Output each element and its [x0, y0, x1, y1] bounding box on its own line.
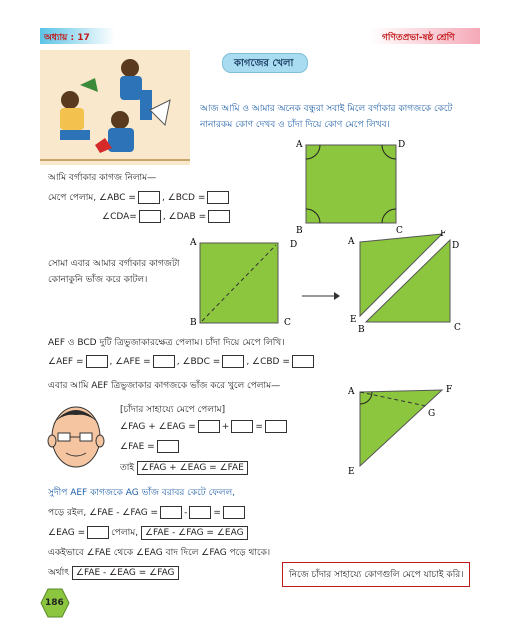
square2-label-c: C	[284, 318, 291, 328]
result-box-1: ∠FAG + ∠EAG = ∠FAE	[137, 461, 248, 475]
square-figure-2	[180, 235, 310, 335]
page-number: 186	[45, 598, 64, 608]
section4-line-1: এবার আমি AEF ত্রিভুজাকার কাগজকে ভাঁজ করে খুলে পেলাম—	[48, 381, 281, 391]
fag-eag-label: ∠FAG + ∠EAG =	[120, 422, 196, 432]
square1-label-a: A	[296, 140, 303, 150]
verify-note: নিজে চাঁদার সাহায্যে কোণগুলি মেপে যাচাই করি।	[282, 562, 470, 587]
tri-label-g: G	[428, 409, 436, 419]
angle-fae-box-2[interactable]	[160, 506, 182, 519]
equals-sign: =	[255, 422, 263, 432]
square-figure-1	[290, 135, 420, 235]
angle-aef-label: ∠AEF =	[48, 357, 84, 367]
angle-afe-box[interactable]	[153, 355, 175, 368]
angle-dab-label: , ∠DAB =	[162, 212, 207, 222]
cut-label-a: A	[348, 237, 355, 247]
cut-label-c: C	[454, 323, 461, 333]
angle-cbd-label: , ∠CBD =	[246, 357, 290, 367]
minus-sign: -	[184, 508, 188, 518]
square1-label-b: B	[296, 226, 303, 235]
angle-fag-box-2[interactable]	[189, 506, 211, 519]
angle-dab-box[interactable]	[208, 210, 230, 223]
chapter-label: অধ্যায় : 17	[44, 33, 90, 43]
square1-label-d: D	[398, 140, 406, 150]
angle-eag-box[interactable]	[231, 420, 253, 433]
fae-label: ∠FAE =	[120, 442, 155, 452]
angle-afe-label: , ∠AFE =	[109, 357, 151, 367]
intro-line-1: আজ আমি ও আমার অনেক বন্ধুরা সবাই মিলে বর্গাকার কাগজকে কেটে	[200, 104, 453, 114]
section5-line-1: সুদীপ AEF কাগজকে AG ভাঁজ বরাবর কেটে ফেলল,	[48, 488, 236, 498]
tri-label-f: F	[446, 385, 453, 395]
section1-line-3	[102, 210, 232, 223]
arrow-icon	[300, 290, 340, 302]
section4-line-5	[120, 460, 248, 475]
section1-line-2	[48, 190, 231, 205]
tri-label-a: A	[348, 387, 355, 397]
angle-abc-box[interactable]	[138, 191, 160, 204]
result-box-2: ∠FAE - ∠FAG = ∠EAG	[141, 526, 248, 540]
intro-line-2: নানারকম কোণ দেখব ও চাঁদা দিয়ে কোণ মেপে লিখব।	[200, 120, 390, 130]
angle-bdc-label: , ∠BDC =	[176, 357, 221, 367]
cut-label-e: E	[350, 315, 357, 325]
cut-square-figure	[340, 230, 470, 338]
angle-bcd-label: , ∠BCD =	[161, 193, 206, 203]
book-title: গণিতপ্রভা-ষষ্ঠ শ্রেণি	[382, 33, 455, 43]
angle-bdc-box[interactable]	[222, 355, 244, 368]
therefore-label: তাই	[120, 463, 135, 473]
section3-line-1: AEF ও BCD দুটি ত্রিভুজাকারক্ষেত্র পেলাম। চাঁদা দিয়ে মেপে লিখি।	[48, 338, 285, 348]
plus-sign: +	[221, 422, 230, 432]
angle-abc-label: মেপে পেলাম, ∠ABC =	[48, 193, 136, 203]
section5-line-3	[48, 525, 248, 540]
angle-cda-label: ∠CDA=	[102, 212, 137, 222]
tri-label-e: E	[348, 467, 355, 477]
section5-line-5	[48, 565, 179, 580]
section5-line-4: একইভাবে ∠FAE থেকে ∠EAG বাদ দিলে ∠FAG পড়ে থাকে।	[48, 548, 271, 558]
cartoon-face	[40, 395, 112, 475]
angle-cda-box[interactable]	[139, 210, 161, 223]
angle-fae-box[interactable]	[157, 440, 179, 453]
cut-label-d: D	[452, 241, 460, 251]
triangle-figure	[340, 380, 470, 480]
square2-label-a: A	[190, 238, 197, 248]
fae-minus-fag-label: পড়ে রইল, ∠FAE - ∠FAG =	[48, 508, 159, 518]
difference-box[interactable]	[223, 506, 245, 519]
section2-line-2: কোনাকুনি ভাঁজ করে কাটল।	[48, 275, 148, 285]
section2-line-1: সোমা এবার আমার বর্গাকার কাগজটা	[48, 259, 180, 269]
square1-label-c: C	[396, 226, 403, 235]
got-label: পেলাম,	[111, 528, 139, 538]
angle-eag-box-2[interactable]	[87, 526, 109, 539]
angle-aef-box[interactable]	[86, 355, 108, 368]
angle-bcd-box[interactable]	[207, 191, 229, 204]
section4-line-4	[120, 440, 181, 453]
section5-line-2	[48, 505, 247, 520]
result-box-3: ∠FAE - ∠EAG = ∠FAG	[72, 566, 179, 580]
eag-label: ∠EAG =	[48, 528, 86, 538]
cut-label-f: F	[440, 230, 447, 239]
kids-illustration	[40, 50, 190, 165]
square2-label-d: D	[290, 240, 298, 250]
sum-box[interactable]	[265, 420, 287, 433]
cut-label-b: B	[358, 325, 365, 335]
equals-sign-2: =	[213, 508, 221, 518]
angle-fag-box[interactable]	[198, 420, 220, 433]
section3-measures	[48, 355, 316, 368]
angle-cbd-box[interactable]	[292, 355, 314, 368]
section4-line-2: [চাঁদার সাহায্যে মেপে পেলাম]	[120, 405, 226, 415]
that-is-label: অর্থাৎ	[48, 568, 70, 578]
square2-label-b: B	[190, 318, 197, 328]
section4-line-3	[120, 420, 289, 433]
section1-line-1: আমি বর্গাকার কাগজ নিলাম—	[48, 173, 157, 183]
page-title: কাগজের খেলা	[234, 58, 294, 69]
